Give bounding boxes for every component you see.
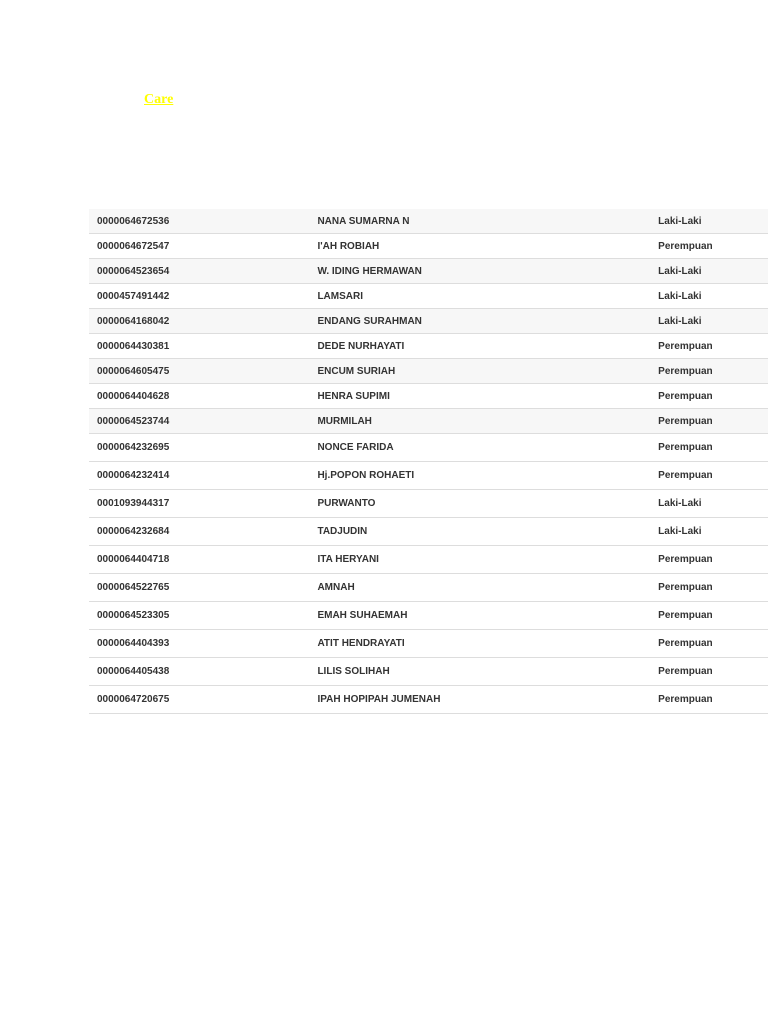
member-name-cell: PURWANTO [309, 490, 650, 518]
table-row [89, 334, 768, 359]
member-id-cell: 0000064522765 [89, 574, 309, 602]
member-gender-cell: Perempuan [650, 434, 768, 462]
table-row [89, 546, 768, 574]
member-id-cell: 0000064405438 [89, 658, 309, 686]
member-name-cell: MURMILAH [309, 409, 650, 434]
member-name-cell: Hj.POPON ROHAETI [309, 462, 650, 490]
member-gender-cell: Perempuan [650, 658, 768, 686]
table-row [89, 359, 768, 384]
member-gender-cell: Perempuan [650, 602, 768, 630]
member-name-cell: EMAH SUHAEMAH [309, 602, 650, 630]
member-gender-cell: Perempuan [650, 462, 768, 490]
member-id-cell: 0000064523654 [89, 259, 309, 284]
member-gender-cell: Perempuan [650, 359, 768, 384]
member-gender-cell: Laki-Laki [650, 284, 768, 309]
member-gender-cell: Perempuan [650, 630, 768, 658]
member-id-cell: 0000457491442 [89, 284, 309, 309]
table-row [89, 490, 768, 518]
member-gender-cell: Perempuan [650, 334, 768, 359]
member-gender-cell: Perempuan [650, 686, 768, 714]
member-name-cell: ATIT HENDRAYATI [309, 630, 650, 658]
member-id-cell: 0000064232684 [89, 518, 309, 546]
member-gender-cell: Perempuan [650, 234, 768, 259]
member-name-cell: I'AH ROBIAH [309, 234, 650, 259]
member-name-cell: ITA HERYANI [309, 546, 650, 574]
member-id-cell: 0000064523305 [89, 602, 309, 630]
member-id-cell: 0000064720675 [89, 686, 309, 714]
table-row [89, 384, 768, 409]
member-gender-cell: Perempuan [650, 574, 768, 602]
member-gender-cell: Laki-Laki [650, 309, 768, 334]
member-id-cell: 0000064523744 [89, 409, 309, 434]
member-id-cell: 0000064168042 [89, 309, 309, 334]
member-id-cell: 0001093944317 [89, 490, 309, 518]
member-id-cell: 0000064404393 [89, 630, 309, 658]
member-name-cell: HENRA SUPIMI [309, 384, 650, 409]
table-row [89, 574, 768, 602]
table-row [89, 630, 768, 658]
members-table [89, 209, 768, 714]
member-id-cell: 0000064672547 [89, 234, 309, 259]
member-gender-cell: Laki-Laki [650, 490, 768, 518]
member-id-cell: 0000064404628 [89, 384, 309, 409]
member-id-cell: 0000064605475 [89, 359, 309, 384]
member-name-cell: W. IDING HERMAWAN [309, 259, 650, 284]
member-id-cell: 0000064430381 [89, 334, 309, 359]
members-table-body [89, 209, 768, 714]
member-id-cell: 0000064232695 [89, 434, 309, 462]
table-row [89, 259, 768, 284]
member-name-cell: DEDE NURHAYATI [309, 334, 650, 359]
table-row [89, 686, 768, 714]
table-row [89, 658, 768, 686]
member-gender-cell: Laki-Laki [650, 209, 768, 234]
table-row [89, 309, 768, 334]
member-name-cell: ENCUM SURIAH [309, 359, 650, 384]
table-row [89, 284, 768, 309]
member-name-cell: IPAH HOPIPAH JUMENAH [309, 686, 650, 714]
table-row [89, 234, 768, 259]
member-name-cell: NONCE FARIDA [309, 434, 650, 462]
member-gender-cell: Perempuan [650, 384, 768, 409]
member-id-cell: 0000064232414 [89, 462, 309, 490]
table-row [89, 518, 768, 546]
member-name-cell: LILIS SOLIHAH [309, 658, 650, 686]
member-name-cell: TADJUDIN [309, 518, 650, 546]
member-id-cell: 0000064672536 [89, 209, 309, 234]
member-gender-cell: Perempuan [650, 409, 768, 434]
member-name-cell: LAMSARI [309, 284, 650, 309]
member-id-cell: 0000064404718 [89, 546, 309, 574]
member-gender-cell: Laki-Laki [650, 518, 768, 546]
table-row [89, 434, 768, 462]
table-row [89, 209, 768, 234]
member-gender-cell: Laki-Laki [650, 259, 768, 284]
care-link[interactable]: Care [144, 92, 174, 107]
member-name-cell: AMNAH [309, 574, 650, 602]
member-name-cell: ENDANG SURAHMAN [309, 309, 650, 334]
member-gender-cell: Perempuan [650, 546, 768, 574]
table-row [89, 602, 768, 630]
table-row [89, 409, 768, 434]
member-name-cell: NANA SUMARNA N [309, 209, 650, 234]
table-row [89, 462, 768, 490]
